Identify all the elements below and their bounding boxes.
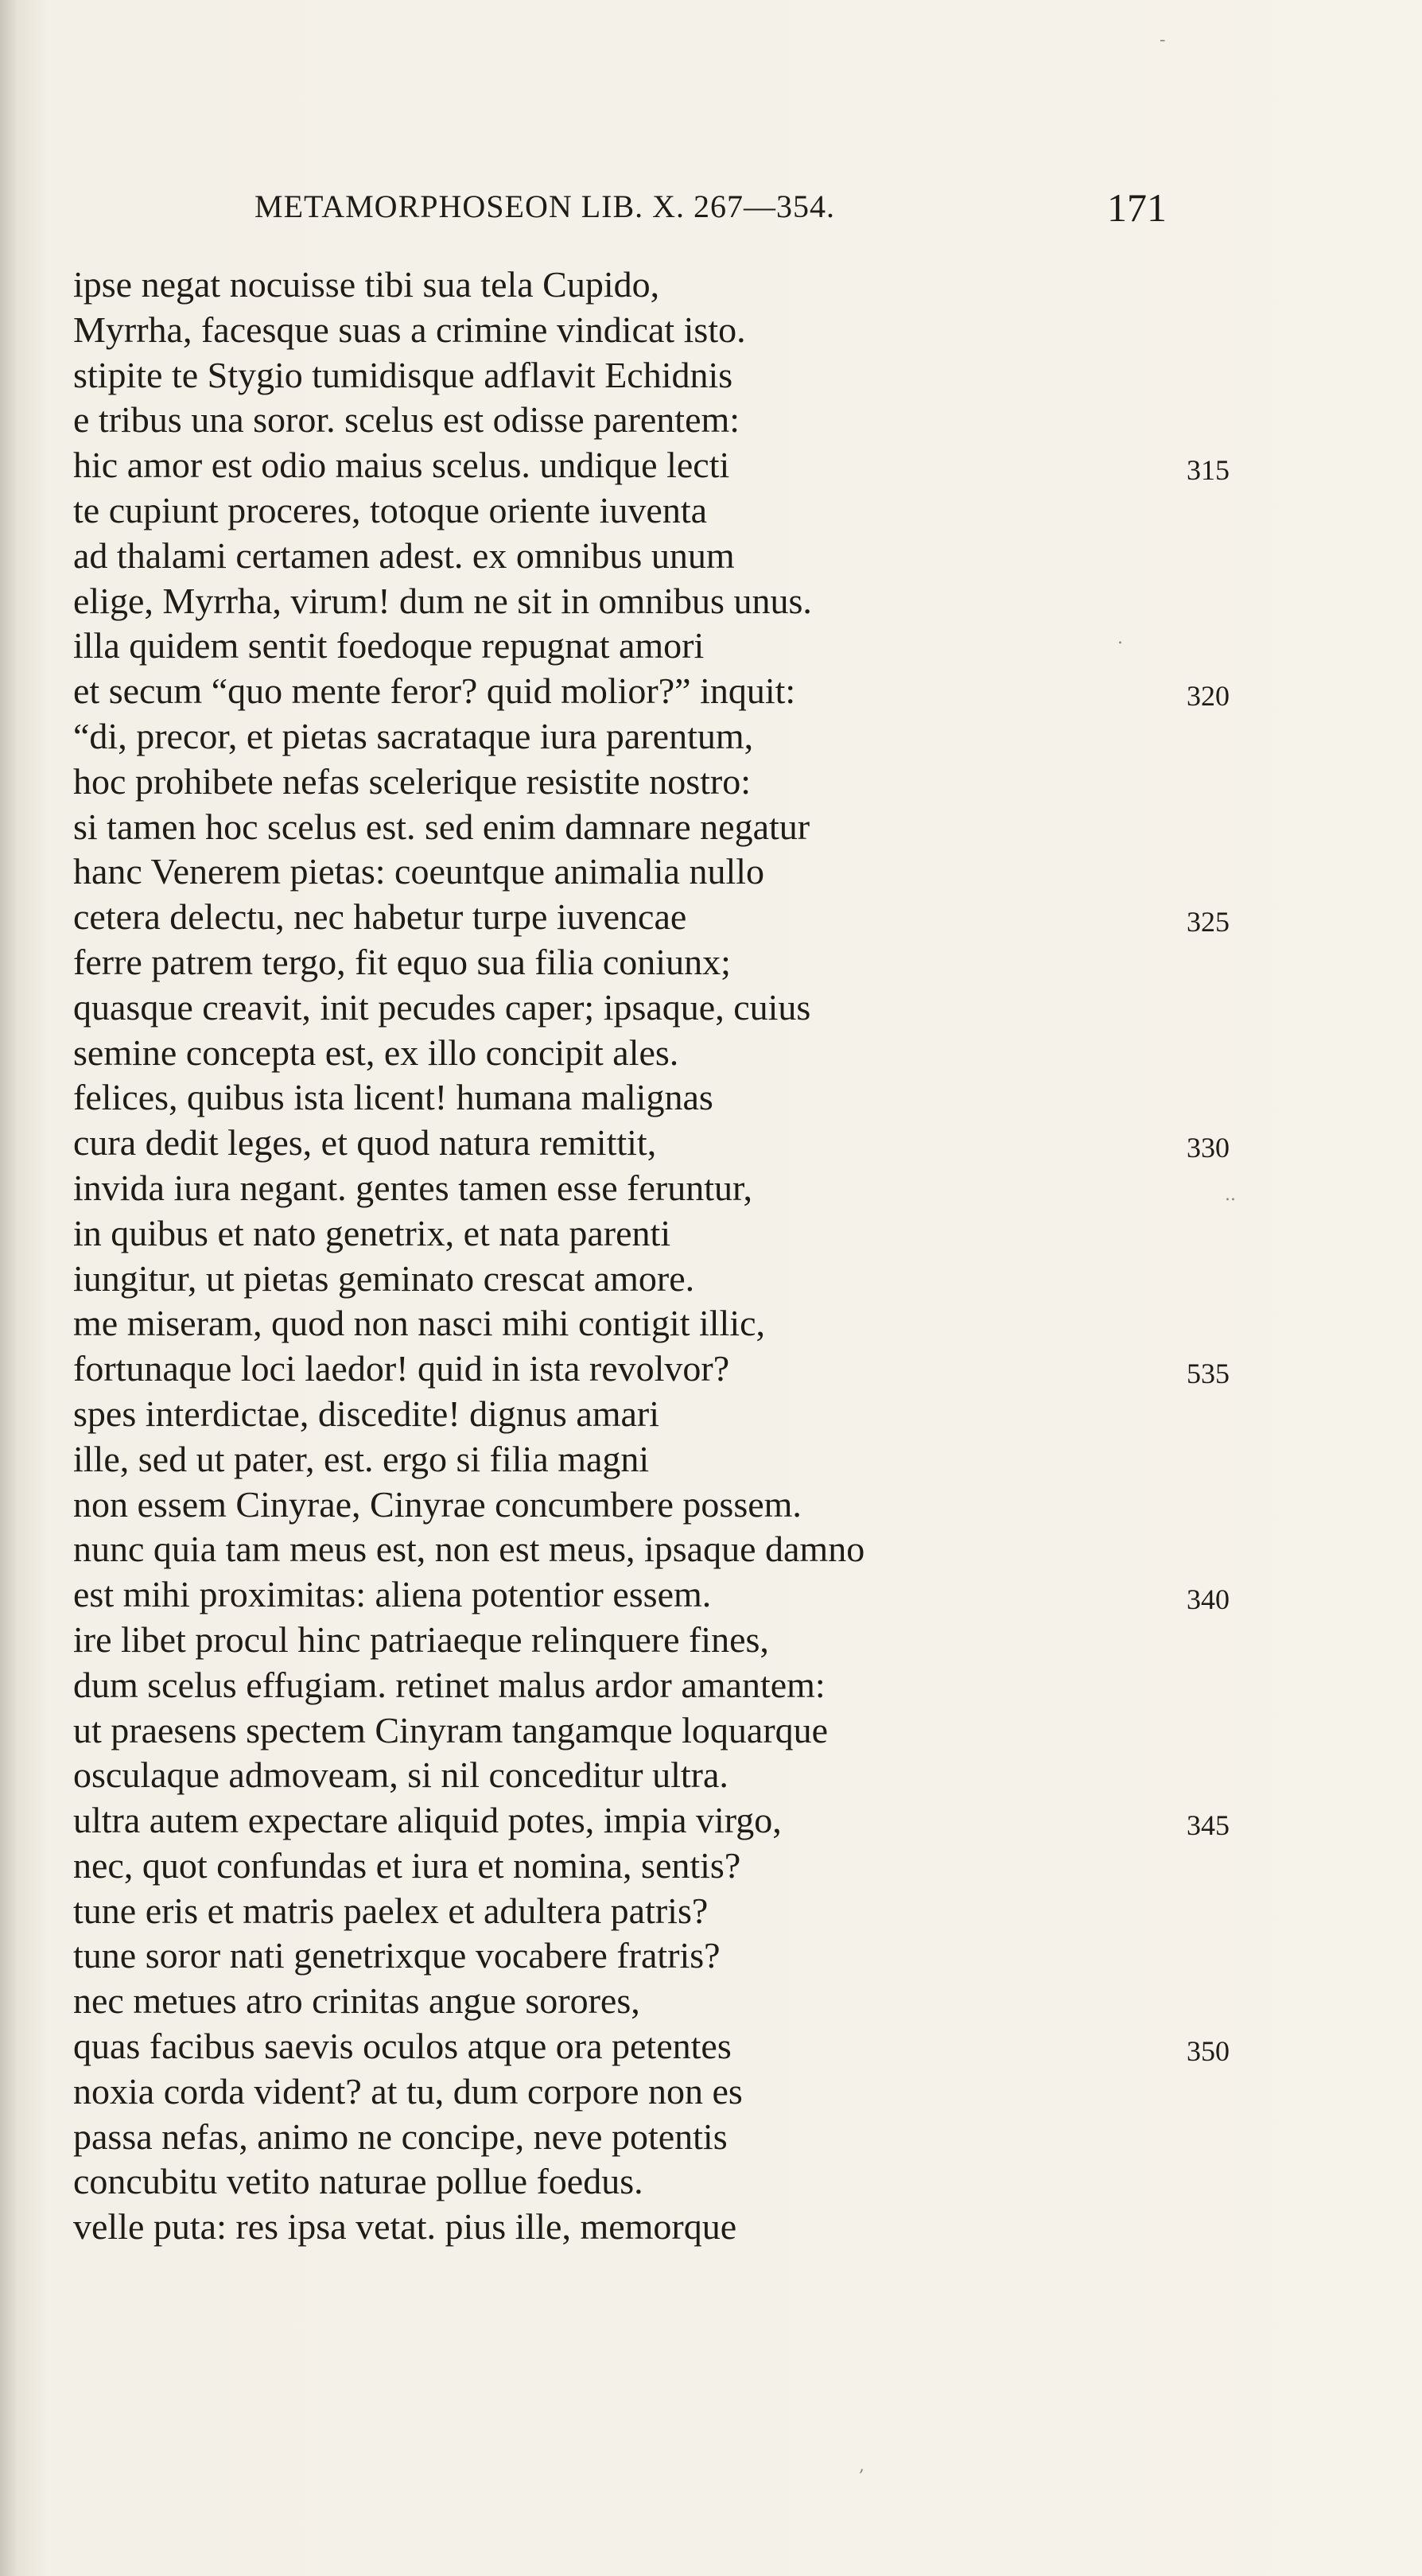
verse-line: [73, 488, 1314, 534]
verse-line: [73, 714, 1314, 760]
verse-line: [73, 1663, 1314, 1708]
verse-line: [73, 1392, 1314, 1437]
verse-line-text: ultra autem expectare aliquid potes, impia virgo,: [73, 1800, 782, 1841]
verse-line-text: illa quidem sentit foedoque repugnat amori: [73, 625, 705, 666]
line-number: 325: [1187, 906, 1230, 938]
verse-line: [73, 2115, 1314, 2160]
verse-line: [73, 985, 1314, 1031]
verse-line: [73, 1257, 1314, 1302]
verse-line: [73, 1075, 1314, 1121]
line-number: 345: [1187, 1809, 1230, 1842]
verse-line-text: felices, quibus ista licent! humana malignas: [73, 1077, 713, 1118]
verse-line-text: passa nefas, animo ne concipe, neve potentis: [73, 2116, 728, 2157]
line-number: 535: [1187, 1358, 1230, 1390]
verse-line-text: hoc prohibete nefas scelerique resistite nostro:: [73, 760, 751, 802]
verse-line-text: in quibus et nato genetrix, et nata parenti: [73, 1212, 671, 1253]
verse-line: [73, 1572, 1314, 1618]
verse-line-text: fortunaque loci laedor! quid in ista revolvor?: [73, 1348, 730, 1389]
line-number: 350: [1187, 2035, 1230, 2068]
verse-line: [73, 940, 1314, 985]
verse-line: [73, 1121, 1314, 1166]
verse-line-text: et secum “quo mente feror? quid molior?” inquit:: [73, 670, 796, 712]
line-number: 340: [1187, 1583, 1230, 1616]
verse-line-text: “di, precor, et pietas sacrataque iura parentum,: [73, 715, 754, 756]
line-number: 330: [1187, 1132, 1230, 1164]
verse-line: [73, 262, 1314, 308]
line-number: 315: [1187, 454, 1230, 487]
verse-line-text: spes interdictae, discedite! dignus amari: [73, 1393, 660, 1434]
verse-line: [73, 1437, 1314, 1482]
verse-line-text: nunc quia tam meus est, non est meus, ipsaque damno: [73, 1529, 865, 1570]
speck-mark: ,: [859, 2456, 864, 2476]
speck-mark: -: [1160, 30, 1166, 50]
verse-line: [73, 308, 1314, 353]
verse-line: [73, 1482, 1314, 1528]
verse-line-text: ut praesens spectem Cinyram tangamque loquarque: [73, 1709, 829, 1750]
verse-line-text: cetera delectu, nec habetur turpe iuvencae: [73, 896, 687, 938]
verse-line-text: Myrrha, facesque suas a crimine vindicat isto.: [73, 309, 746, 350]
speck-mark: ..: [1225, 1185, 1236, 1205]
verse-line: [73, 2069, 1314, 2115]
verse-line: [73, 1527, 1314, 1572]
verse-line: [73, 443, 1314, 488]
verse-line: [73, 1979, 1314, 2024]
verse-line-text: stipite te Stygio tumidisque adflavit Echidnis: [73, 354, 733, 395]
verse-line: [73, 398, 1314, 443]
verse-line-text: semine concepta est, ex illo concipit ales.: [73, 1032, 679, 1073]
verse-line: [73, 669, 1314, 714]
verse-line: [73, 1844, 1314, 1889]
verse-line-text: noxia corda vident? at tu, dum corpore non es: [73, 2070, 743, 2112]
verse-line: [73, 2205, 1314, 2250]
verse-line: [73, 1889, 1314, 1934]
verse-line-text: hanc Venerem pietas: coeuntque animalia nullo: [73, 851, 765, 892]
verse-line-text: quas facibus saevis oculos atque ora petentes: [73, 2026, 732, 2067]
verse-line-text: invida iura negant. gentes tamen esse feruntur,: [73, 1167, 752, 1208]
verse-line-text: ipse negat nocuisse tibi sua tela Cupido,: [73, 264, 660, 305]
verse-line: [73, 1618, 1314, 1663]
verse-line-text: nec metues atro crinitas angue sorores,: [73, 1980, 640, 2022]
verse-line: [73, 1933, 1314, 1979]
verse-line: [73, 624, 1314, 669]
verse-body: [73, 262, 1314, 2250]
verse-line: [73, 534, 1314, 579]
page-number: 171: [1107, 185, 1167, 230]
verse-line-text: iungitur, ut pietas geminato crescat amore.: [73, 1257, 695, 1299]
verse-line: [73, 2024, 1314, 2069]
verse-line-text: hic amor est odio maius scelus. undique lecti: [73, 445, 730, 486]
verse-line: [73, 849, 1314, 895]
verse-line: [73, 353, 1314, 398]
verse-line: [73, 805, 1314, 850]
verse-line: [73, 1301, 1314, 1346]
speck-mark: .: [1117, 628, 1123, 648]
verse-line-text: e tribus una soror. scelus est odisse parentem:: [73, 399, 740, 441]
verse-line: [73, 1798, 1314, 1844]
verse-line-text: tune soror nati genetrixque vocabere fratris?: [73, 1935, 721, 1976]
verse-line-text: te cupiunt proceres, totoque oriente iuventa: [73, 489, 708, 530]
verse-line-text: cura dedit leges, et quod natura remittit,: [73, 1122, 657, 1164]
verse-line-text: non essem Cinyrae, Cinyrae concumbere possem.: [73, 1483, 802, 1525]
verse-line-text: ille, sed ut pater, est. ergo si filia magni: [73, 1438, 650, 1479]
verse-line-text: dum scelus effugiam. retinet malus ardor amantem:: [73, 1664, 826, 1705]
verse-line-text: si tamen hoc scelus est. sed enim damnare negatur: [73, 806, 810, 847]
verse-line: [73, 1211, 1314, 1257]
line-number: 320: [1187, 680, 1230, 713]
verse-line-text: nec, quot confundas et iura et nomina, sentis?: [73, 1844, 741, 1886]
verse-line-text: me miseram, quod non nasci mihi contigit illic,: [73, 1303, 766, 1344]
verse-line: [73, 1708, 1314, 1754]
verse-line: [73, 760, 1314, 805]
verse-line: [73, 2159, 1314, 2205]
verse-line-text: velle puta: res ipsa vetat. pius ille, memorque: [73, 2206, 737, 2248]
verse-line: [73, 579, 1314, 624]
verse-line: [73, 1166, 1314, 1211]
running-header: METAMORPHOSEON LIB. X. 267—354.: [254, 188, 836, 224]
verse-line-text: est mihi proximitas: aliena potentior essem.: [73, 1574, 712, 1615]
verse-line-text: osculaque admoveam, si nil conceditur ultra.: [73, 1754, 728, 1796]
verse-line: [73, 895, 1314, 940]
verse-line: [73, 1031, 1314, 1076]
verse-line: [73, 1346, 1314, 1392]
verse-line: [73, 1753, 1314, 1798]
verse-line-text: tune eris et matris paelex et adultera patris?: [73, 1890, 709, 1931]
verse-line-text: elige, Myrrha, virum! dum ne sit in omnibus unus.: [73, 580, 812, 621]
verse-line-text: ire libet procul hinc patriaeque relinquere fines,: [73, 1618, 769, 1660]
verse-line-text: ad thalami certamen adest. ex omnibus unum: [73, 534, 735, 576]
verse-line-text: quasque creavit, init pecudes caper; ipsaque, cuius: [73, 986, 811, 1028]
verse-line-text: concubitu vetito naturae pollue foedus.: [73, 2161, 643, 2202]
verse-line-text: ferre patrem tergo, fit equo sua filia coniunx;: [73, 941, 731, 982]
